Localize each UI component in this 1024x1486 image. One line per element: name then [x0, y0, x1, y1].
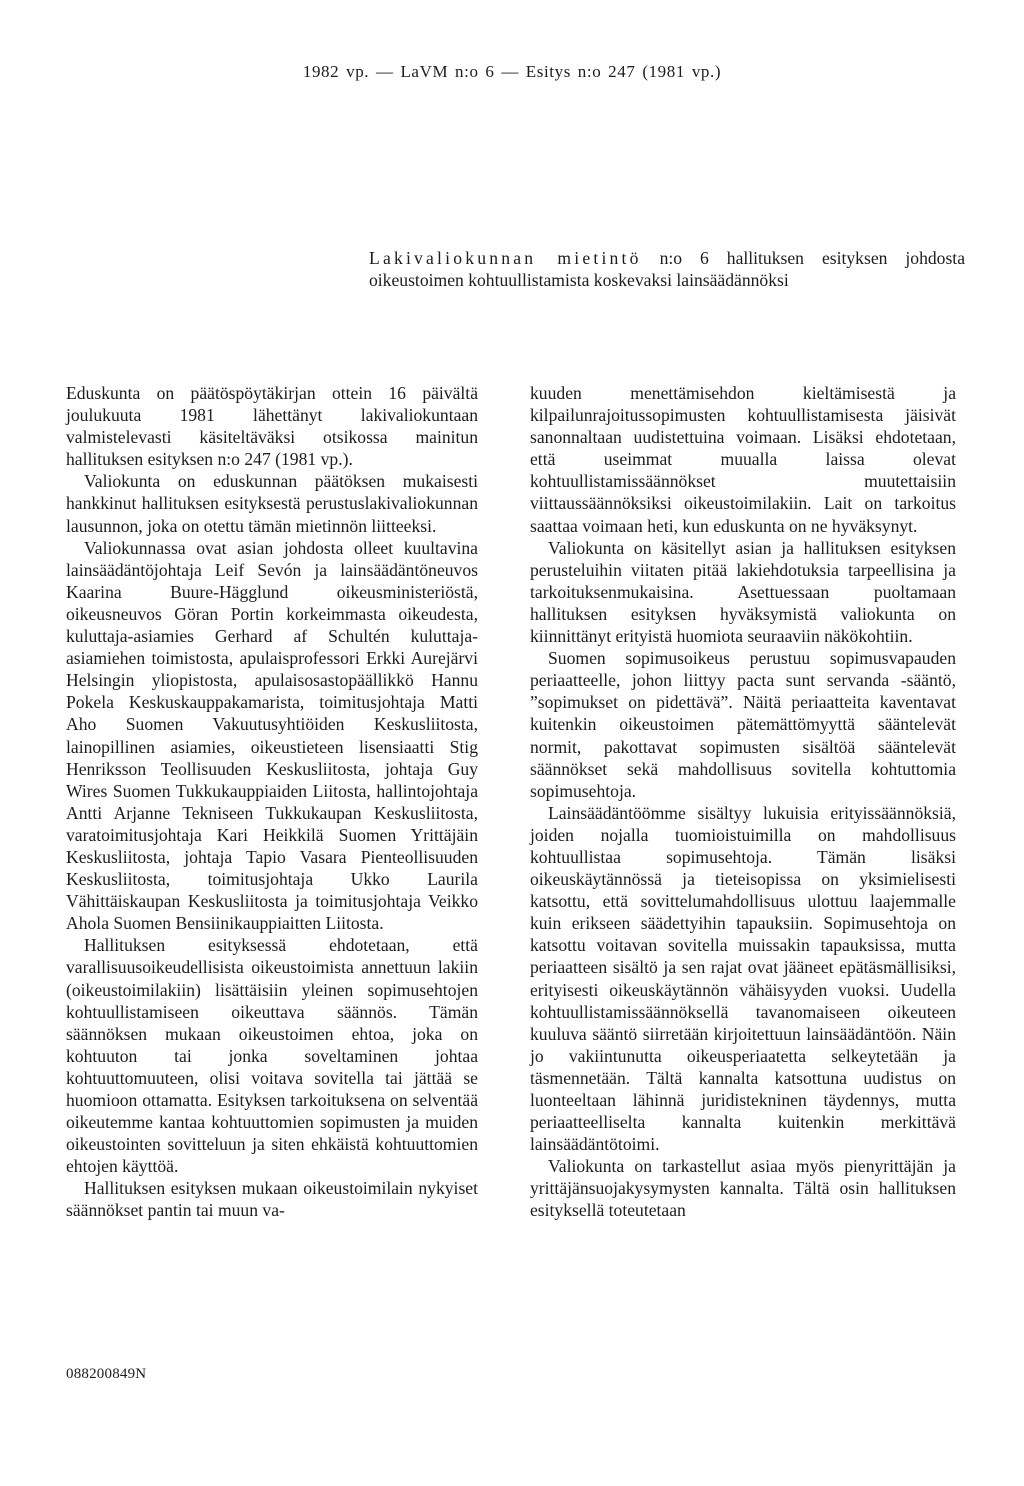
paragraph: Hallituksen esityksen mukaan oikeustoimilain nykyiset säännökset pantin tai muun va- — [66, 1178, 478, 1221]
paragraph: Valiokunta on tarkastellut asiaa myös pienyrittäjän ja yrittäjänsuojakysymysten kannalta. Tältä osin hallituksen esityksellä toteutetaan — [530, 1156, 956, 1221]
left-column — [66, 382, 478, 1222]
paragraph: Eduskunta on päätöspöytäkirjan ottein 16 päivältä joulukuuta 1981 lähettänyt lakivaliokuntaan valmistelevasti käsiteltäväksi otsikossa mainitun hallituksen esityksen n:o 247 (1981 vp.). — [66, 383, 478, 470]
paragraph: Valiokunnassa ovat asian johdosta olleet kuultavina lainsäädäntöjohtaja Leif Sevón ja lainsäädäntöneuvos Kaarina Buure-Hägglund oikeusministeriöstä, oikeusneuvos Göran Portin korkeimmasta oikeudesta, kuluttaja-asiamies Gerhard af Schultén kuluttaja-asiamiehen toimistosta, apulaisprofessori Erkki Aurejärvi Helsingin yliopistosta, apulaisosastopäällikkö Hannu Pokela Keskuskauppakamarista, toimitusjohtaja Matti Aho Suomen Vakuutusyhtiöiden Keskusliitosta, lainopillinen asiamies, oikeustieteen lisensiaatti Stig Henriksson Teollisuuden Keskusliitosta, johtaja Guy Wires Suomen Tukkukauppiaiden Liitosta, hallintojohtaja Antti Arjanne Tekniseen Tukkukaupan Keskusliitosta, varatoimitusjohtaja Kari Heikkilä Suomen Yrittäjäin Keskusliitosta, johtaja Tapio Vasara Pienteollisuuden Keskusliitosta, toimitusjohtaja Ukko Laurila Vähittäiskaupan Keskusliitosta ja toimitusjohtaja Veikko Ahola Suomen Bensiinikauppiaitten Liitosta. — [66, 537, 478, 934]
paragraph: kuuden menettämisehdon kieltämisestä ja kilpailunrajoitussopimusten kohtuullistamisesta jäisivät sanonnaltaan uudistettuina voimaan. Lisäksi ehdotetaan, että useimmat muualla laissa olevat kohtuullistamissäännökset muutettaisiin viittaussäännöksiksi oikeustoimilakiin. Lait on tarkoitus saattaa voimaan heti, kun eduskunta on ne hyväksynyt. — [530, 383, 956, 536]
document-code: 088200849N — [66, 1366, 147, 1382]
paragraph: Hallituksen esityksessä ehdotetaan, että varallisuusoikeudellisista oikeustoimista annettuun lakiin (oikeustoimilakiin) lisättäisiin yleinen sopimusehtojen kohtuullistamiseen oikeuttava säännös. Tämän säännöksen mukaan oikeustoimen ehtoa, joka on kohtuuton tai jonka soveltaminen johtaa kohtuuttomuuteen, olisi voitava sovitella tai jättää se huomioon ottamatta. Esityksen tarkoituksena on selventää oikeutemme kantaa kohtuuttomien sopimusten ja muiden oikeustointen sovitteluun ja siten ehkäistä kohtuuttomien ehtojen käyttöä. — [66, 935, 478, 1177]
paragraph: Valiokunta on käsitellyt asian ja hallituksen esityksen perusteluihin viitaten pitää lakiehdotuksia tarpeellisina ja tarkoituksenmukaisina. Asettuessaan puoltamaan hallituksen esityksen hyväksymistä valiokunta on kiinnittänyt erityistä huomiota seuraaviin näkökohtiin. — [530, 537, 956, 647]
title-rest: n:o 6 hallituksen esityksen johdosta oikeustoimen kohtuullistamista koskevaksi lainsäädännöksi — [369, 248, 965, 290]
paragraph: Lainsäädäntöömme sisältyy lukuisia erityissäännöksiä, joiden nojalla tuomioistuimilla on mahdollisuus kohtuullistaa sopimusehtoja. Tämän lisäksi oikeuskäytännössä ja tieteisopissa on yksimielisesti katsottu, että sovittelumahdollisuus ulottuu laajemmalle kuin erikseen säädettyihin tapauksiin. Sopimusehtoja on katsottu voitavan sovitella muissakin tapauksissa, mutta periaatteen sisältö ja sen rajat ovat jääneet epätäsmällisiksi, erityisesti oikeuskäytännön vähäisyyden vuoksi. Uudella kohtuullistamissäännöksellä tavanomaiseen oikeuteen kuuluva sääntö siirretään kirjoitettuun lainsäädäntöön. Näin jo vakiintunutta oikeusperiaatetta selkeytetään ja täsmennetään. Tältä kannalta katsottuna uudistus on luonteeltaan lähinnä juridistekninen täydennys, mutta periaatteelliselta kannalta kuitenkin merkittävä lainsäädäntötoimi. — [530, 802, 956, 1155]
paragraph: Valiokunta on eduskunnan päätöksen mukaisesti hankkinut hallituksen esityksestä perustuslakivaliokunnan lausunnon, joka on otettu tämän mietinnön liitteeksi. — [66, 471, 478, 536]
paragraph: Suomen sopimusoikeus perustuu sopimusvapauden periaatteelle, johon liittyy pacta sunt servanda -sääntö, ”sopimukset on pidettävä”. Näitä periaatteita kaventavat kuitenkin oikeustoimen pätemättömyyttä sääntelevät normit, pakottavat sopimusten sisältöä sääntelevät säännökset sekä mahdollisuus sovitella kohtuttomia sopimusehtoja. — [530, 648, 956, 801]
right-column — [530, 382, 956, 1222]
report-title — [369, 247, 965, 291]
title-spaced-part: Lakivaliokunnan mietintö — [369, 248, 642, 268]
page-header: 1982 vp. — LaVM n:o 6 — Esitys n:o 247 (1981 vp.) — [302, 62, 722, 81]
